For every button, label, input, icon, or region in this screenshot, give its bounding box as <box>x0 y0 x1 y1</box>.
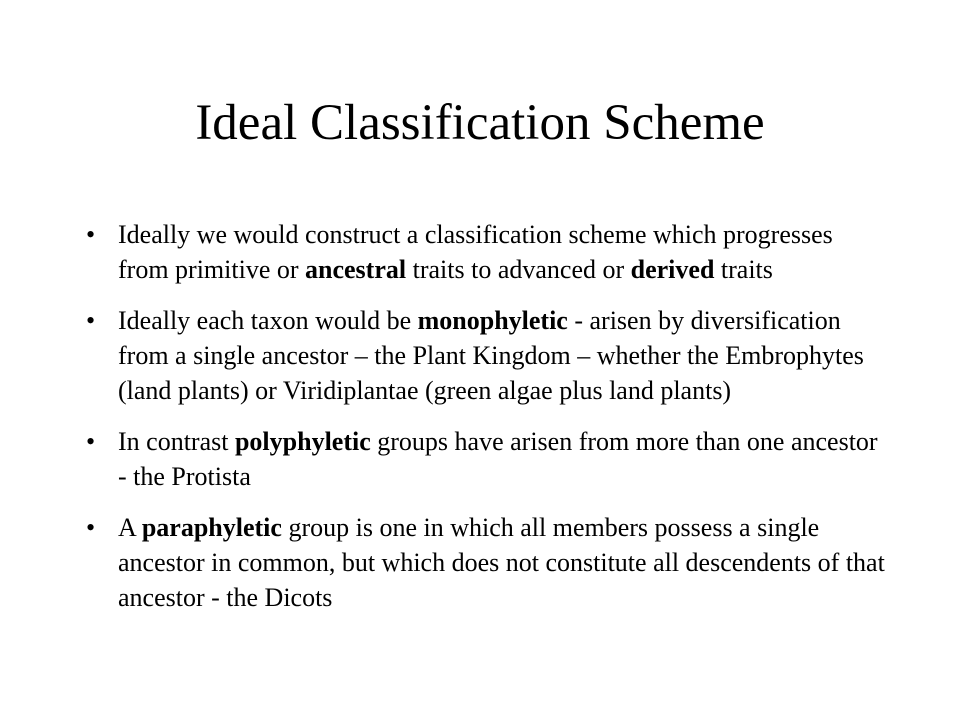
bold-term-ancestral: ancestral <box>305 255 407 284</box>
text-segment: group is one in which all members possess a single ancestor in common, but which does not constitute all descendents of that ancestor - the Dicots <box>118 513 885 612</box>
bold-term-polyphyletic: polyphyletic <box>234 427 371 456</box>
text-segment: In contrast <box>118 427 235 456</box>
bullet-text <box>118 220 833 284</box>
text-segment: A <box>118 513 142 542</box>
bullet-marker: • <box>86 513 96 542</box>
bullet-text <box>118 427 878 491</box>
bold-term-monophyletic: monophyletic <box>417 306 568 335</box>
text-segment: Ideally each taxon would be <box>118 306 418 335</box>
bold-term-derived: derived <box>630 255 715 284</box>
bullet-item <box>86 303 886 408</box>
text-segment: Ideally we would construct a classification scheme which progresses from primitive or <box>118 220 833 284</box>
bullet-text <box>118 306 864 405</box>
bold-term-paraphyletic: paraphyletic <box>141 513 282 542</box>
bullet-item <box>86 217 886 287</box>
text-segment: groups have arisen from more than one ancestor - the Protista <box>118 427 878 491</box>
bullet-marker: • <box>86 427 96 456</box>
text-segment: traits <box>714 255 773 284</box>
text-segment: traits to advanced or <box>406 255 631 284</box>
text-segment: - arisen by diversification from a single ancestor – the Plant Kingdom – whether the Embrophytes (land plants) or Viridiplantae (green algae plus land plants) <box>118 306 864 405</box>
bullet-list <box>86 217 886 631</box>
bullet-item <box>86 510 886 615</box>
slide-title: Ideal Classification Scheme <box>195 95 765 151</box>
bullet-text <box>118 513 885 612</box>
bullet-item <box>86 424 886 494</box>
bullet-marker: • <box>86 306 96 335</box>
bullet-marker: • <box>86 220 96 249</box>
